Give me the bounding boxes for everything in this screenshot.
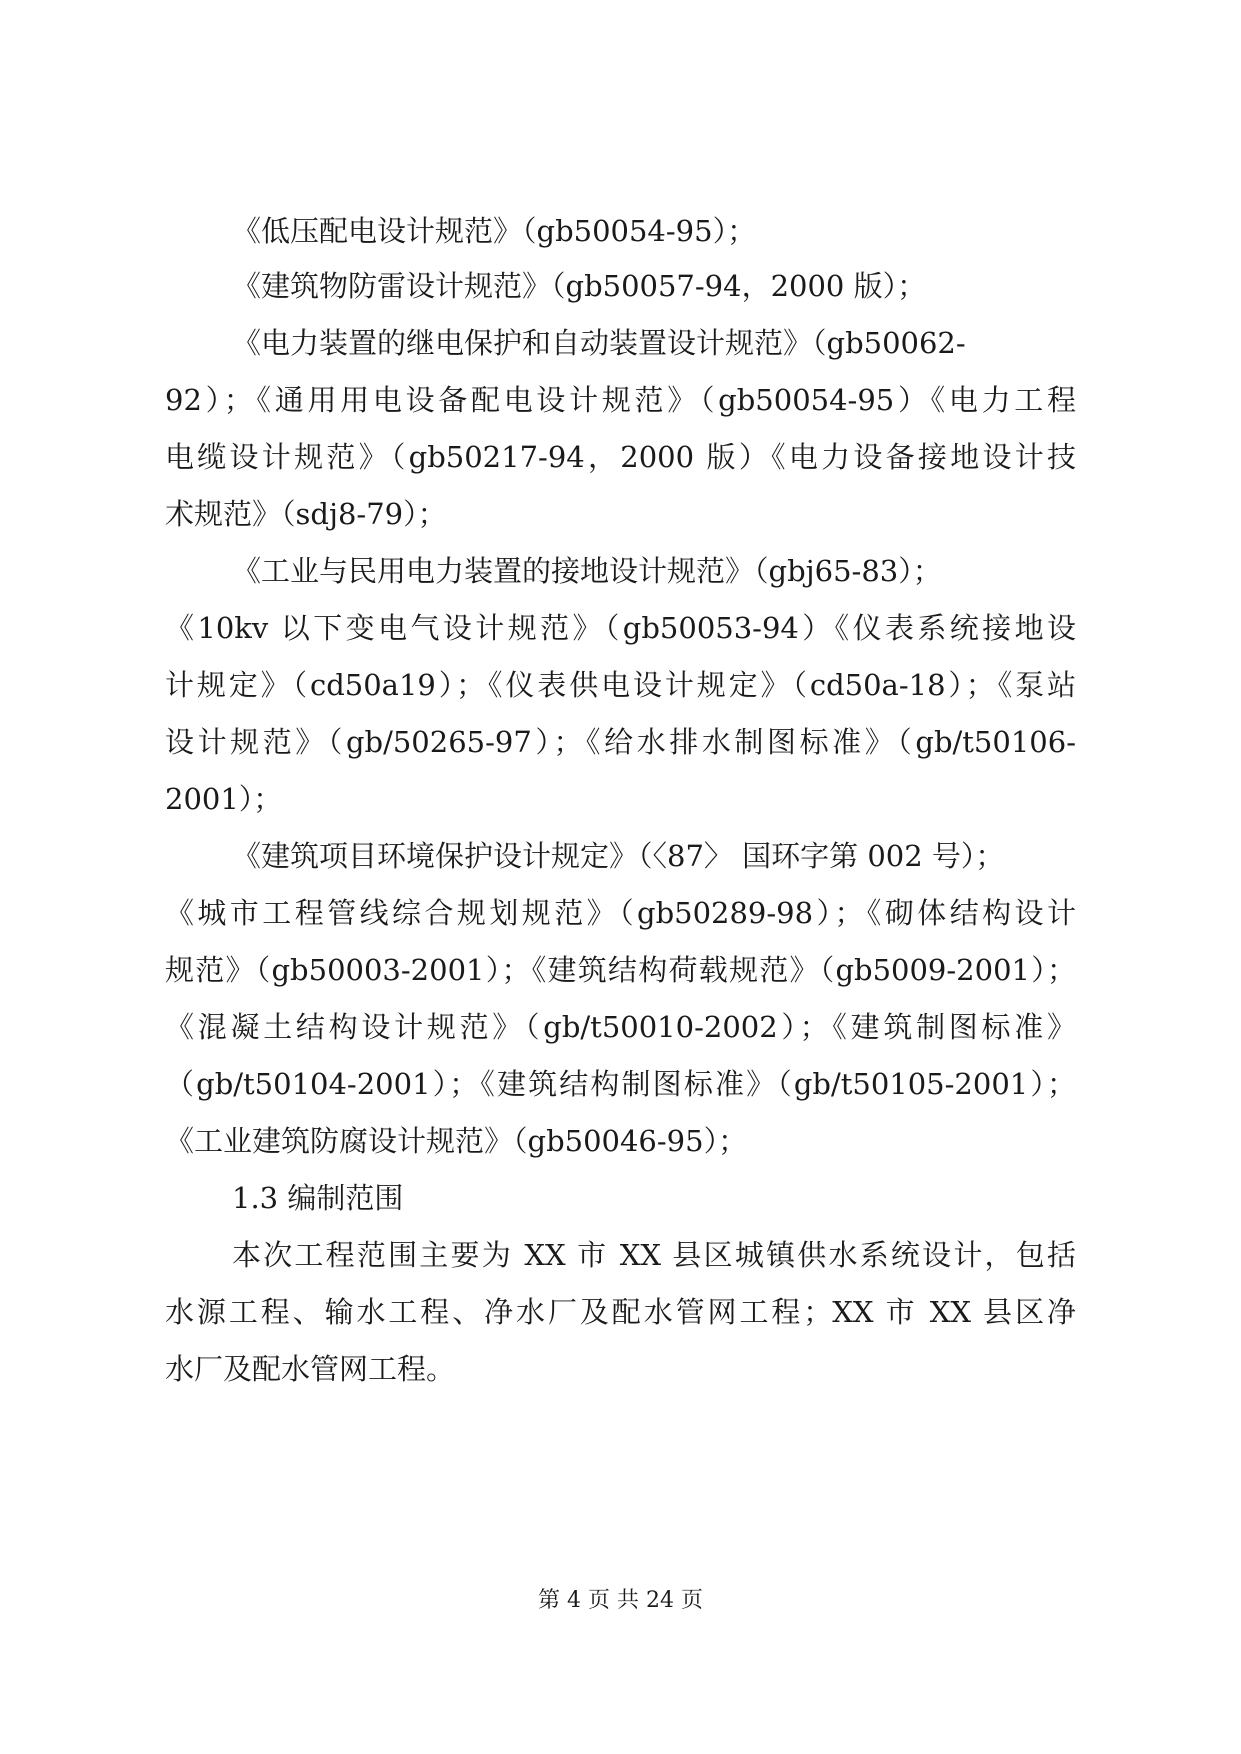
- text-line: 计规定》（cd50a19）；《仪表供电设计规定》（cd50a-18）；《泵站: [165, 668, 1076, 702]
- text-line: 92）；《通用用电设备配电设计规范》（gb50054-95）《电力工程: [165, 383, 1076, 417]
- text-line: （gb/t50104-2001）；《建筑结构制图标准》（gb/t50105-2001）；: [165, 1067, 1076, 1101]
- text-line: 《建筑项目环境保护设计规定》（〈87〉 国环字第 002 号）；: [232, 839, 1005, 873]
- text-line: 规范》（gb50003-2001）；《建筑结构荷载规范》（gb5009-2001）；: [165, 953, 1076, 987]
- text-line: 水厂及配水管网工程。: [165, 1352, 456, 1386]
- text-line: 《混凝土结构设计规范》（gb/t50010-2002）；《建筑制图标准》: [165, 1010, 1076, 1044]
- text-line: 术规范》（sdj8-79）；: [165, 497, 447, 531]
- text-line: 《城市工程管线综合规划规范》（gb50289-98）；《砌体结构设计: [165, 896, 1076, 930]
- text-line: 设计规范》（gb/50265-97）；《给水排水制图标准》（gb/t50106-: [165, 725, 1076, 759]
- text-line: 《工业建筑防腐设计规范》（gb50046-95）；: [165, 1124, 748, 1158]
- text-line: 本次工程范围主要为 XX 市 XX 县区城镇供水系统设计，包括: [232, 1238, 1076, 1272]
- text-line: 《工业与民用电力装置的接地设计规范》（gbj65-83）；: [232, 554, 942, 588]
- text-line: 2001）；: [165, 782, 283, 816]
- text-line: 电缆设计规范》（gb50217-94，2000 版）《电力设备接地设计技: [165, 440, 1076, 474]
- text-line: 《低压配电设计规范》（gb50054-95）；: [232, 214, 757, 248]
- page-number-footer: 第 4 页 共 24 页: [538, 1588, 703, 1613]
- text-line: 水源工程、输水工程、净水厂及配水管网工程；XX 市 XX 县区净: [165, 1295, 1076, 1329]
- text-line: 《电力装置的继电保护和自动装置设计规范》（gb50062-: [232, 326, 966, 360]
- text-line: 《建筑物防雷设计规范》（gb50057-94，2000 版）；: [232, 269, 927, 303]
- section-heading: 1.3 编制范围: [232, 1181, 404, 1215]
- text-line: 《10kv 以下变电气设计规范》（gb50053-94）《仪表系统接地设: [165, 611, 1076, 645]
